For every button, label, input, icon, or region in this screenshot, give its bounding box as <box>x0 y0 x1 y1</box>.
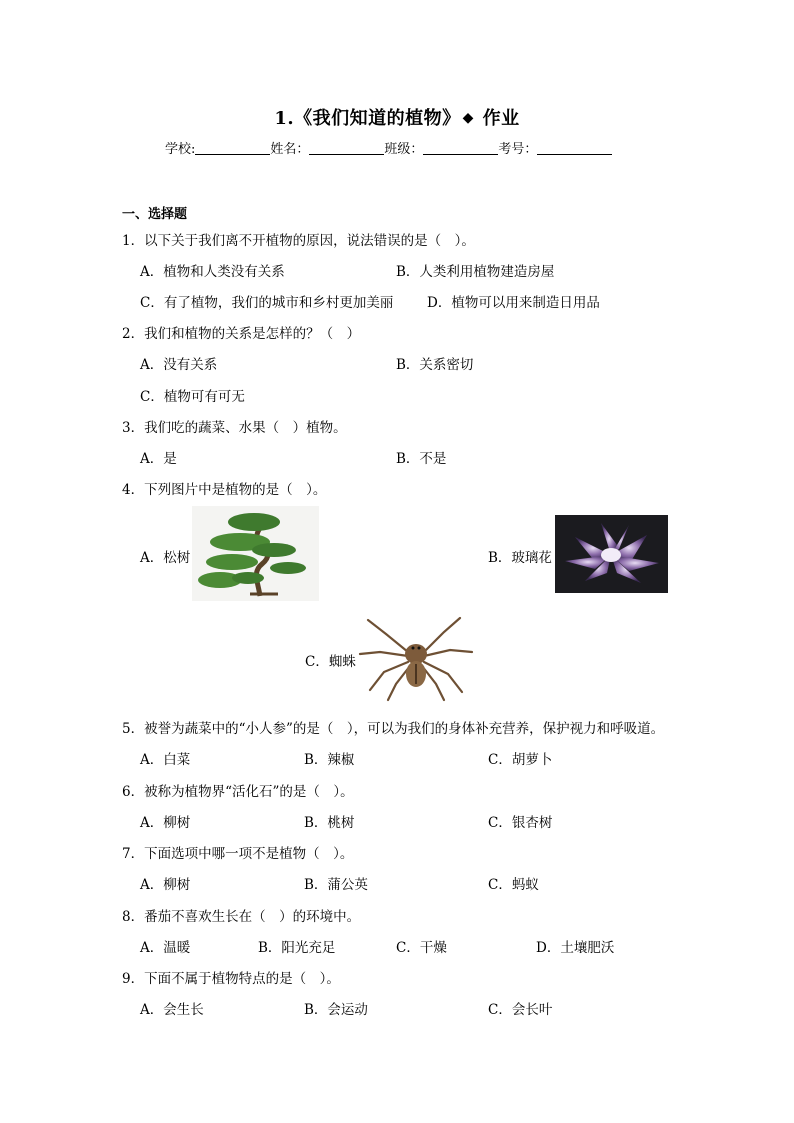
student-info-line <box>165 138 612 157</box>
q5-option-c[interactable]: C．胡萝卜 <box>488 752 553 768</box>
q8-option-b[interactable]: B．阳光充足 <box>258 940 336 956</box>
q1-option-d[interactable]: D．植物可以用来制造日用品 <box>427 295 600 311</box>
question-2: 2．我们和植物的关系是怎样的？（ ） <box>122 326 361 342</box>
name-blank[interactable] <box>309 142 384 155</box>
q4-option-b[interactable]: B．玻璃花 <box>488 550 552 566</box>
section-title: 一、选择题 <box>122 207 188 222</box>
q3-option-b[interactable]: B．不是 <box>396 451 447 467</box>
question-3: 3．我们吃的蔬菜、水果（ ）植物。 <box>122 420 347 436</box>
q3-option-a[interactable]: A．是 <box>140 451 177 467</box>
question-7: 7．下面选项中哪一项不是植物（ ）。 <box>122 846 354 862</box>
q8-option-d[interactable]: D．土壤肥沃 <box>536 940 615 956</box>
q2-option-b[interactable]: B．关系密切 <box>396 357 474 373</box>
q1-option-b[interactable]: B．人类利用植物建造房屋 <box>396 264 555 280</box>
worksheet-title <box>0 104 794 130</box>
q6-option-b[interactable]: B．桃树 <box>304 815 355 831</box>
question-1: 1．以下关于我们离不开植物的原因，说法错误的是（ ）。 <box>122 233 475 249</box>
question-9: 9．下面不属于植物特点的是（ ）。 <box>122 971 340 987</box>
q6-option-c[interactable]: C．银杏树 <box>488 815 553 831</box>
question-4: 4．下列图片中是植物的是（ ）。 <box>122 482 327 498</box>
q7-option-a[interactable]: A．柳树 <box>140 877 191 893</box>
diamond-icon: ◆ <box>462 110 474 126</box>
question-5: 5．被誉为蔬菜中的“小人参”的是（ ），可以为我们的身体补充营养，保护视力和呼吸道。 <box>122 721 665 737</box>
q8-option-c[interactable]: C．干燥 <box>396 940 447 956</box>
q7-option-b[interactable]: B．蒲公英 <box>304 877 368 893</box>
class-label: 班级： <box>384 142 424 157</box>
q9-option-b[interactable]: B．会运动 <box>304 1002 368 1018</box>
question-6: 6．被称为植物界“活化石”的是（ ）。 <box>122 784 354 800</box>
name-label: 姓名： <box>270 142 310 157</box>
q4-option-a[interactable]: A．松树 <box>140 550 191 566</box>
title-prefix: 1.《我们知道的植物》 <box>274 108 461 129</box>
school-label: 学校: <box>165 142 196 157</box>
glass-flower-image <box>555 515 668 593</box>
q2-option-c[interactable]: C．植物可有可无 <box>140 389 245 405</box>
q9-option-a[interactable]: A．会生长 <box>140 1002 204 1018</box>
q1-option-c[interactable]: C．有了植物，我们的城市和乡村更加美丽 <box>140 295 394 311</box>
q7-option-c[interactable]: C．蚂蚁 <box>488 877 539 893</box>
title-suffix: 作业 <box>482 108 520 129</box>
q9-option-c[interactable]: C．会长叶 <box>488 1002 553 1018</box>
exam-no-label: 考号： <box>498 142 538 157</box>
q5-option-b[interactable]: B．辣椒 <box>304 752 355 768</box>
q4-option-c[interactable]: C．蜘蛛 <box>305 654 356 670</box>
q1-option-a[interactable]: A．植物和人类没有关系 <box>140 264 285 280</box>
pine-tree-image <box>192 506 319 601</box>
q5-option-a[interactable]: A．白菜 <box>140 752 191 768</box>
class-blank[interactable] <box>423 142 498 155</box>
q6-option-a[interactable]: A．柳树 <box>140 815 191 831</box>
question-8: 8．番茄不喜欢生长在（ ）的环境中。 <box>122 909 361 925</box>
spider-image <box>356 612 476 702</box>
exam-no-blank[interactable] <box>537 142 612 155</box>
school-blank[interactable] <box>195 142 270 155</box>
q2-option-a[interactable]: A．没有关系 <box>140 357 218 373</box>
q8-option-a[interactable]: A．温暖 <box>140 940 191 956</box>
